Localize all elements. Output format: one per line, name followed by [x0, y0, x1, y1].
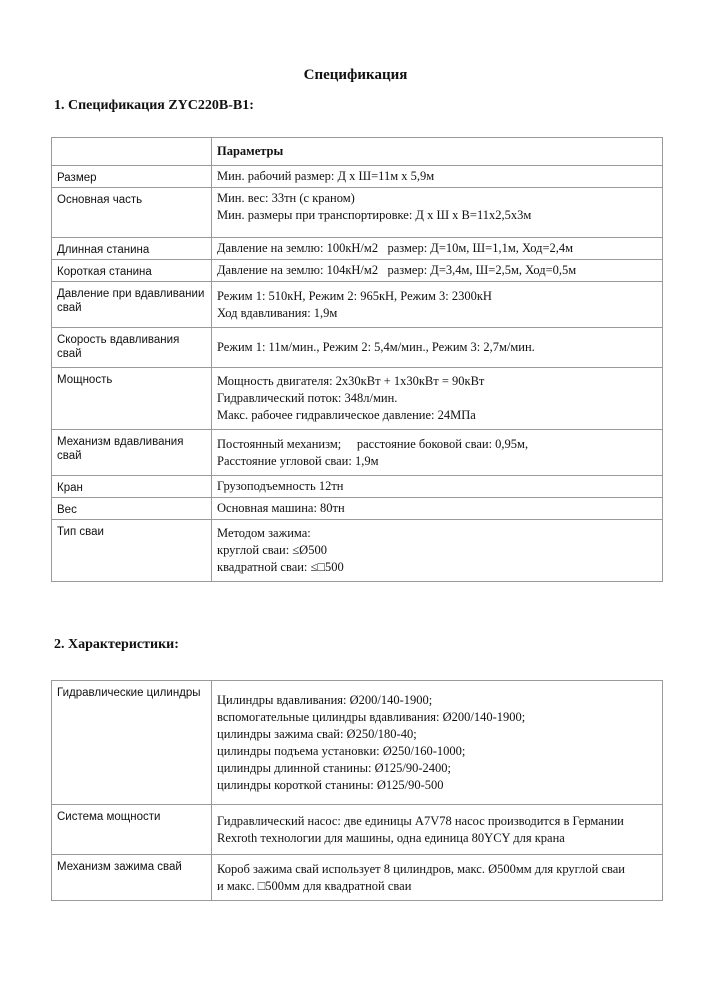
characteristic-value-cell	[212, 805, 663, 855]
spec-label: Основная часть	[57, 194, 143, 206]
characteristic-value-line: цилиндры зажима свай: Ø250/180-40;	[217, 726, 417, 741]
spec-row	[52, 498, 663, 520]
characteristic-value-line: вспомогательные цилиндры вдавливания: Ø200/140-1900;	[217, 709, 526, 724]
spec-value-cell	[212, 430, 663, 476]
spec-value-line: круглой сваи: ≤Ø500	[217, 543, 327, 557]
page-title: Спецификация	[303, 67, 408, 83]
spec-value-cell	[212, 520, 663, 582]
spec-row	[52, 166, 663, 188]
characteristic-value-line: цилиндры короткой станины: Ø125/90-500	[217, 777, 444, 792]
spec-value-cell	[212, 498, 663, 520]
spec-value-line: Режим 1: 11м/мин., Режим 2: 5,4м/мин., Режим 3: 2,7м/мин.	[217, 340, 535, 354]
spec-label: Короткая станина	[57, 266, 152, 278]
spec-row	[52, 368, 663, 430]
characteristic-value-cell	[212, 855, 663, 901]
spec-value-cell	[212, 476, 663, 498]
characteristics-table	[51, 680, 663, 901]
spec-value-line: Мин. размеры при транспортировке: Д х Ш х В=11х2,5х3м	[217, 208, 532, 222]
spec-row	[52, 476, 663, 498]
spec-label-cell	[52, 238, 212, 260]
spec-value-cell	[212, 238, 663, 260]
table-header-row	[52, 138, 663, 166]
spec-row	[52, 282, 663, 328]
spec-row	[52, 238, 663, 260]
characteristic-value-line: Rexroth технологии для машины, одна единица 80YCY для крана	[217, 830, 565, 845]
spec-row	[52, 260, 663, 282]
characteristic-value-line: Гидравлический насос: две единицы A7V78 насос производится в Германии	[217, 813, 624, 828]
characteristic-label: Механизм зажима свай	[57, 861, 182, 873]
characteristic-value-cell	[212, 681, 663, 805]
spec-value-line: Грузоподъемность 12тн	[217, 479, 344, 493]
spec-value-cell	[212, 188, 663, 238]
spec-label: Длинная станина	[57, 244, 150, 256]
spec-label-cell	[52, 430, 212, 476]
characteristic-label: Гидравлические цилиндры	[57, 687, 201, 699]
spec-label-cell	[52, 260, 212, 282]
spec-label-cell	[52, 282, 212, 328]
spec-label: Размер	[57, 172, 97, 184]
spec-label: Тип сваи	[57, 526, 104, 538]
section-heading-specification: 1. Спецификация ZYC220B-B1:	[54, 98, 254, 113]
spec-value-cell	[212, 368, 663, 430]
spec-value-cell	[212, 328, 663, 368]
characteristic-label-cell	[52, 855, 212, 901]
spec-value-line: Давление на землю: 104кН/м2 размер: Д=3,4м, Ш=2,5м, Ход=0,5м	[217, 263, 577, 277]
characteristic-row	[52, 805, 663, 855]
spec-label: Давление при вдавливании свай	[57, 288, 205, 314]
characteristic-row	[52, 681, 663, 805]
spec-value-line: Макс. рабочее гидравлическое давление: 24МПа	[217, 408, 476, 422]
spec-label: Вес	[57, 504, 77, 516]
spec-row	[52, 328, 663, 368]
spec-value-cell	[212, 260, 663, 282]
characteristic-row	[52, 855, 663, 901]
characteristic-value-line: цилиндры подъема установки: Ø250/160-1000;	[217, 743, 466, 758]
characteristic-label-cell	[52, 805, 212, 855]
spec-value-line: Мощность двигателя: 2х30кВт + 1х30кВт = 90кВт	[217, 374, 485, 388]
section-heading-characteristics: 2. Характеристики:	[54, 637, 179, 652]
spec-row	[52, 188, 663, 238]
spec-value-line: Давление на землю: 100кН/м2 размер: Д=10м, Ш=1,1м, Ход=2,4м	[217, 241, 574, 255]
spec-label-cell	[52, 368, 212, 430]
characteristic-label: Система мощности	[57, 811, 161, 823]
specification-table	[51, 137, 663, 582]
spec-value-line: Режим 1: 510кН, Режим 2: 965кН, Режим 3: 2300кН	[217, 288, 492, 303]
spec-value-line: квадратной сваи: ≤□500	[217, 560, 344, 574]
spec-row	[52, 520, 663, 582]
spec-value-line: Постоянный механизм; расстояние боковой сваи: 0,95м,	[217, 436, 529, 451]
spec-value-line: Расстояние угловой сваи: 1,9м	[217, 453, 379, 468]
spec-value-line: Мин. рабочий размер: Д х Ш=11м х 5,9м	[217, 169, 435, 183]
spec-label: Скорость вдавливания свай	[57, 334, 180, 360]
header-empty-cell	[52, 138, 212, 166]
characteristic-value-line: Короб зажима свай использует 8 цилиндров, макс. Ø500мм для круглой сваи	[217, 861, 625, 876]
spec-value-line: Мин. вес: 33тн (с краном)	[217, 191, 355, 205]
spec-row	[52, 430, 663, 476]
characteristic-label-cell	[52, 681, 212, 805]
spec-value-cell	[212, 166, 663, 188]
header-parameters-cell	[212, 138, 663, 166]
spec-label: Кран	[57, 482, 83, 494]
header-parameters-label: Параметры	[217, 144, 284, 158]
spec-label: Мощность	[57, 374, 113, 386]
spec-label-cell	[52, 328, 212, 368]
spec-value-line: Ход вдавливания: 1,9м	[217, 305, 338, 320]
spec-label-cell	[52, 520, 212, 582]
spec-value-line: Гидравлический поток: 348л/мин.	[217, 391, 398, 405]
characteristic-value-line: цилиндры длинной станины: Ø125/90-2400;	[217, 760, 452, 775]
spec-label: Механизм вдавливания свай	[57, 436, 184, 462]
characteristic-value-line: и макс. □500мм для квадратной сваи	[217, 878, 412, 893]
spec-label-cell	[52, 476, 212, 498]
spec-value-cell	[212, 282, 663, 328]
spec-label-cell	[52, 166, 212, 188]
spec-value-line: Основная машина: 80тн	[217, 501, 345, 515]
spec-label-cell	[52, 498, 212, 520]
spec-value-line: Методом зажима:	[217, 526, 311, 540]
characteristic-value-line: Цилиндры вдавливания: Ø200/140-1900;	[217, 692, 433, 707]
spec-label-cell	[52, 188, 212, 238]
